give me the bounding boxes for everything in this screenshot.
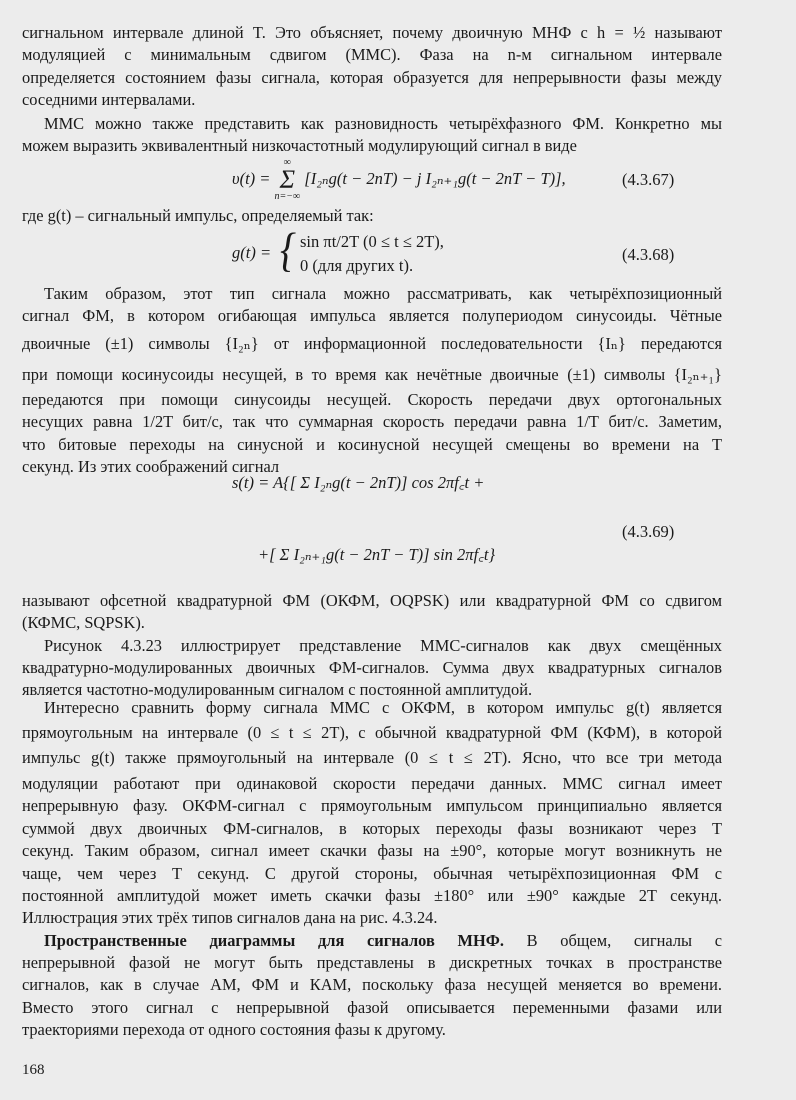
text-line: где g(t) – сигнальный импульс, определяемый так:	[22, 206, 374, 225]
equation-4-3-69-line-2	[258, 542, 495, 565]
text-line	[44, 930, 722, 952]
paragraph-compare	[22, 697, 722, 719]
paragraph-compare-cont	[22, 773, 722, 930]
equation-body: [I₂ₙg(t − 2nT) − j I₂ₙ₊₁g(t − 2nT − T)],	[304, 168, 566, 188]
equation-number: (4.3.68)	[622, 245, 675, 264]
text-line: модуляции работают при одинаковой скорости передачи данных. ММС сигнал имеет	[22, 774, 722, 793]
sum-upper-limit: ∞	[283, 157, 291, 168]
text-line: можем выразить эквивалентный низкочастотный модулирующий сигнал в виде	[22, 136, 577, 155]
equation-lhs: υ(t) =	[232, 168, 271, 188]
paragraph-thus-cont	[22, 364, 722, 386]
text-line: двоичные (±1) символы {I₂ₙ} от информационной последовательности {Iₙ} передаются	[22, 334, 722, 353]
paragraph-thus-cont	[22, 389, 722, 479]
paragraph-thus	[22, 283, 722, 305]
text-line: секунд. Таким образом, сигнал имеет скачки фазы на ±90°, которые могут возникнуть не	[22, 841, 722, 861]
paragraph-space-diagrams-cont	[22, 952, 722, 1042]
paragraph-figure	[22, 635, 722, 657]
equation-4-3-69-line-1	[232, 470, 484, 493]
sum-symbol: ∞ Σ n=−∞	[274, 157, 301, 202]
text-line: сигнальном интервале длиной T. Это объясняет, почему двоичную МНФ с h = ½ называют	[22, 23, 722, 42]
paragraph-thus-cont	[22, 333, 722, 355]
paragraph-compare-cont	[22, 747, 722, 769]
equation-line: s(t) = A{[ Σ I₂ₙg(t − 2nT)] cos 2πf꜀t +	[232, 473, 485, 492]
text-line: импульс g(t) также прямоугольный на интервале (0 ≤ t ≤ 2T). Ясно, что все три метода	[22, 748, 722, 767]
paragraph-mms-representation-cont	[22, 135, 722, 157]
heading-continuation: В общем, сигналы с	[503, 931, 723, 950]
case-2: 0 (для других t).	[300, 256, 414, 275]
equation-4-3-67	[232, 158, 566, 202]
paragraph-space-diagrams	[22, 930, 722, 952]
text-line: Интересно сравнить форму сигнала ММС с ОКФМ, в котором импульс g(t) является	[44, 698, 722, 717]
text-line: ММС можно также представить как разновидность четырёхфазного ФМ. Конкретно мы	[44, 114, 722, 133]
text-line: суммой двух двоичных ФМ-сигналов, в которых переходы фазы возникают через T	[22, 818, 722, 838]
text-line: что битовые переходы на синусной и косинусной несущей смещены во времени на T	[22, 434, 722, 454]
equation-number: (4.3.69)	[622, 522, 675, 541]
text-line: чаще, чем через T секунд. С другой стороны, обычная четырёхпозиционная ФМ с	[22, 863, 722, 883]
paragraph-compare-cont	[22, 722, 722, 744]
left-brace: {	[280, 222, 296, 277]
text-line: непрерывной фазой не могут быть представлены в дискретных точках в пространстве	[22, 953, 722, 972]
equation-line: +[ Σ I₂ₙ₊₁g(t − 2nT − T)] sin 2πf꜀t}	[258, 545, 496, 564]
text-line: непрерывную фазу. ОКФМ-сигнал с прямоугольным импульсом принципиально является	[22, 796, 722, 816]
text-line: при помощи косинусоиды несущей, в то время как нечётные двоичные (±1) символы {I₂ₙ₊₁}	[22, 365, 722, 384]
text-line: определяется состоянием фазы сигнала, которая образуется для непрерывности фазы между	[22, 67, 722, 87]
text-line: секунд. Из этих соображений сигнал	[22, 457, 280, 477]
text-line: (КФМС, SQPSK).	[22, 613, 145, 633]
text-line: Рисунок 4.3.23 иллюстрирует представление ММС-сигналов как двух смещённых	[44, 636, 722, 655]
paragraph-figure-cont	[22, 657, 722, 702]
text-line: соседними интервалами.	[22, 90, 196, 110]
paragraph-mms-representation	[22, 113, 722, 135]
text-line: постоянной амплитудой может иметь скачки фазы ±180° или ±90° каждые 2T секунд.	[22, 886, 722, 906]
paragraph-mms-intro	[22, 22, 722, 112]
text-line: квадратурно-модулированных двоичных ФМ-сигналов. Сумма двух квадратурных сигналов	[22, 658, 722, 677]
text-line: является частотно-модулированным сигналом с постоянной амплитудой.	[22, 680, 533, 700]
text-line: траекториями перехода от одного состояния фазы к другому.	[22, 1020, 446, 1040]
text-line: называют офсетной квадратурной ФМ (ОКФМ, OQPSK) или квадратурной ФМ со сдвигом	[22, 591, 722, 610]
paragraph-thus-cont	[22, 305, 722, 327]
text-line: прямоугольным на интервале (0 ≤ t ≤ 2T), с обычной квадратурной ФМ (КФМ), в которой	[22, 723, 722, 742]
where-line	[22, 205, 722, 227]
text-line: передаются при помощи синусоиды несущей. Скорость передачи двух ортогональных	[22, 390, 722, 409]
text-line: сигнал ФМ, в котором огибающая импульса является полупериодом синусоиды. Чётные	[22, 306, 722, 325]
page-number: 168	[22, 1062, 45, 1078]
paragraph-oqpsk	[22, 590, 722, 635]
text-line: модуляцией с минимальным сдвигом (ММС). Фаза на n-м сигнальном интервале	[22, 45, 722, 65]
text-line: Вместо этого сигнал с непрерывной фазой описывается переменными фазами или	[22, 997, 722, 1017]
text-line: сигналов, как в случае АМ, ФМ и КАМ, поскольку фаза несущей меняется во времени.	[22, 975, 722, 995]
text-line: Таким образом, этот тип сигнала можно рассматривать, как четырёхпозиционный	[44, 284, 722, 303]
text-line: несущих равна 1/2T бит/с, так что суммарная скорость передачи равна 1/T бит/с. Заметим,	[22, 412, 722, 432]
case-1: sin πt/2T (0 ≤ t ≤ 2T),	[300, 232, 444, 251]
equation-lhs: g(t) =	[232, 243, 272, 262]
section-heading: Пространственные диаграммы для сигналов МНФ.	[44, 931, 504, 950]
sum-lower-limit: n=−∞	[274, 191, 301, 202]
equation-number: (4.3.67)	[622, 170, 675, 189]
text-line: Иллюстрация этих трёх типов сигналов дана на рис. 4.3.24.	[22, 908, 438, 928]
